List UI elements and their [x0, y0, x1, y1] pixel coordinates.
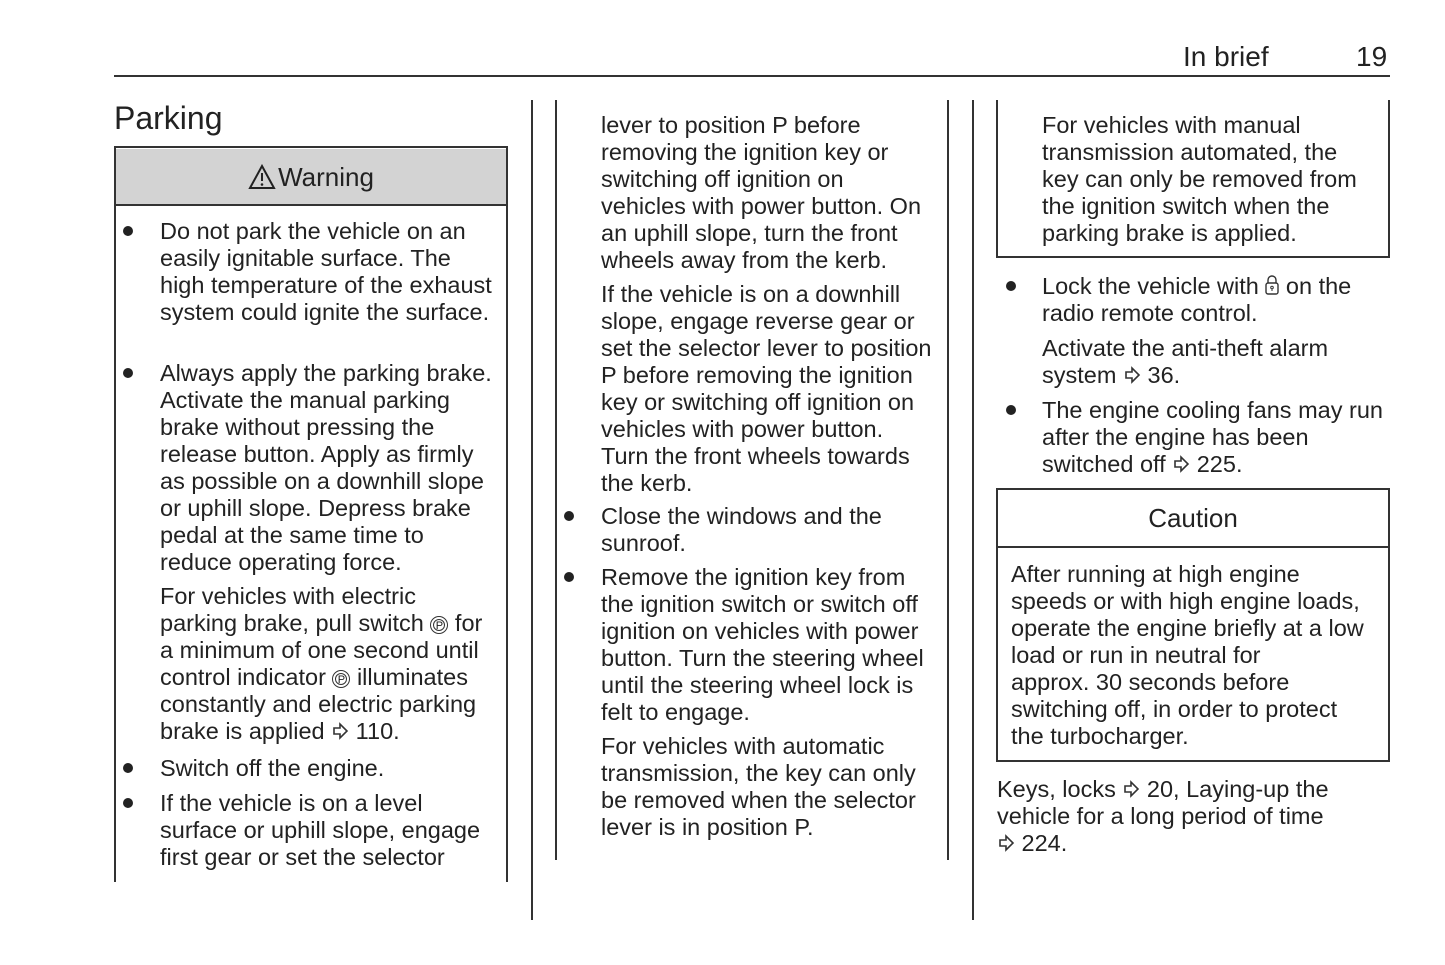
- steps-box-bottom: [996, 256, 1390, 258]
- caution-box-bottom: [996, 760, 1390, 762]
- page-link[interactable]: 224.: [1021, 830, 1068, 856]
- bullet-icon: [1006, 281, 1016, 291]
- page-link[interactable]: 20, Laying-up the: [1146, 776, 1329, 802]
- step-level-surface: If the vehicle is on a level surface or uphill slope, engage first gear or set the selector: [160, 790, 481, 870]
- caution-text: After running at high engine speeds or with high engine loads, operate the engine briefly at a low load or run in neutral for approx. 30 seconds before switching off, in order to protect the turbocharger.: [1011, 561, 1364, 749]
- warning-triangle-icon: [248, 164, 276, 190]
- step-switch-off: Switch off the engine.: [160, 755, 385, 781]
- steps-box-right: [1388, 100, 1390, 258]
- page-number: 19: [1356, 41, 1388, 72]
- bullet-icon: [123, 368, 133, 378]
- warning-bullet: Do not park the vehicle on an easily ignitable surface. The high temperature of the exhaust system could ignite the surface.: [160, 218, 492, 325]
- cross-reference-arrow-icon: [997, 834, 1015, 852]
- caution-box-top: [996, 488, 1390, 490]
- step-lock: Lock the vehicle with on the radio remote control.: [1042, 273, 1352, 326]
- step-windows: Close the windows and the sunroof.: [601, 503, 882, 556]
- warning-header-rule: [114, 204, 508, 206]
- step-fans: The engine cooling fans may run after the engine has been switched off 225.: [1042, 397, 1383, 477]
- page-link[interactable]: 36.: [1147, 362, 1181, 388]
- bullet-icon: [123, 763, 133, 773]
- step-level-surface-cont: lever to position P before removing the ignition key or switching off ignition on vehicles with power button. On an uphill slope, turn the front wheels away from the kerb.: [601, 112, 922, 273]
- warning-box-left: [114, 146, 116, 882]
- parking-brake-icon: P: [430, 616, 448, 634]
- warning-box-top: [114, 146, 508, 148]
- caution-header-rule: [996, 546, 1390, 548]
- bullet-icon: [1006, 405, 1016, 415]
- page-link[interactable]: 110.: [355, 718, 400, 744]
- step-alarm: Activate the anti-theft alarm system 36.: [1042, 335, 1329, 388]
- step-downhill: If the vehicle is on a downhill slope, engage reverse gear or set the selector lever to position P before removing the ignition key or switching off ignition on vehicles with power button. Turn the front wheels towards the kerb.: [601, 281, 932, 496]
- bullet-icon: [123, 226, 133, 236]
- cross-reference-arrow-icon: [1172, 455, 1190, 473]
- epb-paragraph: For vehicles with electric parking brake, pull switch P for a minimum of one second until control indicator P illuminates constantly and electric parking brake is applied 110.: [160, 583, 483, 744]
- caution-box-right: [1388, 488, 1390, 762]
- caution-header: Caution: [1148, 503, 1238, 533]
- steps-box-right: [947, 100, 949, 860]
- cross-reference-arrow-icon: [1123, 366, 1141, 384]
- warning-bullet: Always apply the parking brake. Activate the manual parking brake without pressing the release button. Apply as firmly as possible on a downhill slope or uphill slope. Depress brake pedal at the same time to reduce operating force.: [160, 360, 492, 575]
- parking-brake-indicator-icon: P: [332, 670, 350, 688]
- section-label: In brief: [1183, 41, 1269, 72]
- cross-reference-arrow-icon: [331, 722, 349, 740]
- warning-label: Warning: [278, 161, 374, 192]
- column-separator: [972, 100, 974, 920]
- bullet-icon: [564, 511, 574, 521]
- bullet-icon: [123, 798, 133, 808]
- steps-box-left: [555, 100, 557, 860]
- warning-box-right: [506, 146, 508, 882]
- cross-reference-arrow-icon: [1122, 780, 1140, 798]
- step-manual-automated: For vehicles with manual transmission automated, the key can only be removed from the ignition switch when the parking brake is applied.: [1042, 112, 1357, 246]
- step-automatic: For vehicles with automatic transmission, the key can only be removed when the selector lever is in position P.: [601, 733, 916, 840]
- column-separator: [531, 100, 533, 920]
- header-rule: [114, 75, 1390, 77]
- page-title: Parking: [114, 100, 223, 136]
- warning-header: [116, 149, 506, 205]
- lock-button-icon: [1265, 275, 1279, 295]
- page-link[interactable]: 225.: [1196, 451, 1243, 477]
- steps-box-left: [996, 100, 998, 258]
- step-remove-key: Remove the ignition key from the ignition switch or switch off ignition on vehicles with power button. Turn the steering wheel until the steering wheel lock is felt to engage.: [601, 564, 924, 725]
- bullet-icon: [564, 572, 574, 582]
- see-also-references: Keys, locks 20, Laying-up the vehicle for a long period of time 224.: [997, 776, 1329, 856]
